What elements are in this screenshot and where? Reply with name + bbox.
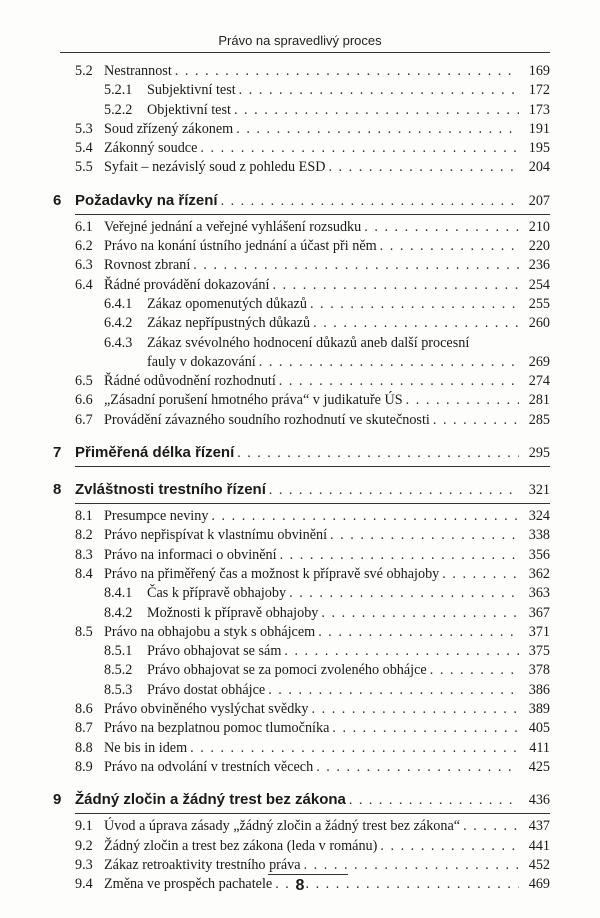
toc-entry[interactable]: 6.2 Právo na konání ústního jednání a účast při něm . . . 220: [0, 237, 600, 256]
toc-chapter-8[interactable]: 8 Zvláštnosti trestního řízení . . . 321: [0, 479, 600, 501]
toc-entry[interactable]: 8.6 Právo obviněného vyslýchat svědky . . . 389: [0, 700, 600, 719]
toc-entry[interactable]: 8.8 Ne bis in idem . . . 411: [0, 739, 600, 758]
toc-entry[interactable]: 9.2 Žádný zločin a trest bez zákona (leda v románu) . . . 441: [0, 837, 600, 856]
toc-entry[interactable]: 5.2 Nestrannost . . . 169: [0, 62, 600, 81]
toc-entry[interactable]: 5.2.1 Subjektivní test . . . 172: [0, 81, 600, 100]
toc-entry[interactable]: 5.5 Syfait – nezávislý soud z pohledu ESD . . . 204: [0, 158, 600, 177]
toc-entry[interactable]: 6.6 „Zásadní porušení hmotného práva“ v judikatuře ÚS . . . 281: [0, 391, 600, 410]
chapter-rule: [75, 813, 550, 814]
toc-entry[interactable]: 9.1 Úvod a úprava zásady „žádný zločin a žádný trest bez zákona“ . . . 437: [0, 817, 600, 836]
toc-entry[interactable]: 8.5.2 Právo obhajovat se za pomoci zvoleného obhájce . . . 378: [0, 661, 600, 680]
toc-entry[interactable]: 8.9 Právo na odvolání v trestních věcech . . . 425: [0, 758, 600, 777]
toc-entry[interactable]: 6.4.2 Zákaz nepřípustných důkazů . . . 260: [0, 314, 600, 333]
toc-entry[interactable]: 6.3 Rovnost zbraní . . . 236: [0, 256, 600, 275]
toc-entry[interactable]: 5.2.2 Objektivní test . . . 173: [0, 101, 600, 120]
toc-entry[interactable]: 5.3 Soud zřízený zákonem . . . 191: [0, 120, 600, 139]
toc-entry[interactable]: 8.4.1 Čas k přípravě obhajoby . . . 363: [0, 584, 600, 603]
toc-entry[interactable]: 8.4.2 Možnosti k přípravě obhajoby . . . 367: [0, 604, 600, 623]
toc-entry[interactable]: 6.4 Řádné provádění dokazování . . . 254: [0, 276, 600, 295]
chapter-rule: [75, 503, 550, 504]
toc-entry[interactable]: 8.4 Právo na přiměřený čas a možnost k přípravě své obhajoby . . . 362: [0, 565, 600, 584]
toc-entry[interactable]: 8.2 Právo nepřispívat k vlastnímu obvinění . . . 338: [0, 526, 600, 545]
toc-entry[interactable]: 8.1 Presumpce neviny . . . 324: [0, 507, 600, 526]
toc-chapter-9[interactable]: 9 Žádný zločin a žádný trest bez zákona . . . 436: [0, 789, 600, 811]
chapter-rule: [75, 214, 550, 215]
toc-chapter-6[interactable]: 6 Požadavky na řízení . . . 207: [0, 190, 600, 212]
toc-entry[interactable]: 5.4 Zákonný soudce . . . 195: [0, 139, 600, 158]
table-of-contents: [0, 62, 600, 894]
toc-entry[interactable]: 9.3 Zákaz retroaktivity trestního práva . . . 452: [0, 856, 600, 875]
toc-entry[interactable]: 8.5 Právo na obhajobu a styk s obhájcem . . . 371: [0, 623, 600, 642]
toc-entry[interactable]: 6.4.1 Zákaz opomenutých důkazů . . . 255: [0, 295, 600, 314]
toc-entry[interactable]: 6.1 Veřejné jednání a veřejné vyhlášení rozsudku . . . 210: [0, 218, 600, 237]
toc-entry[interactable]: 9.4 Změna ve prospěch pachatele . . . 469: [0, 875, 600, 894]
toc-entry[interactable]: 8.3 Právo na informaci o obvinění . . . 356: [0, 546, 600, 565]
running-header: Právo na spravedlivý proces: [218, 33, 382, 48]
toc-entry[interactable]: 8.5.1 Právo obhajovat se sám . . . 375: [0, 642, 600, 661]
toc-entry[interactable]: 6.4.3 Zákaz svévolného hodnocení důkazů aneb další procesní: [104, 334, 470, 351]
toc-chapter-7[interactable]: 7 Přiměřená délka řízení . . . 295: [0, 442, 600, 464]
toc-entry[interactable]: 8.7 Právo na bezplatnou pomoc tlumočníka . . . 405: [0, 719, 600, 738]
toc-entry-continuation[interactable]: fauly v dokazování . . . 269: [0, 353, 600, 372]
chapter-rule: [75, 466, 550, 467]
toc-entry[interactable]: 6.7 Provádění závazného soudního rozhodnutí ve skutečnosti . . . 285: [0, 411, 600, 430]
header-rule: [60, 52, 550, 53]
page-number: 8: [295, 877, 305, 894]
toc-entry[interactable]: 6.5 Řádné odůvodnění rozhodnutí . . . 274: [0, 372, 600, 391]
toc-entry[interactable]: 8.5.3 Právo dostat obhájce . . . 386: [0, 681, 600, 700]
footer-rule: [268, 874, 348, 875]
